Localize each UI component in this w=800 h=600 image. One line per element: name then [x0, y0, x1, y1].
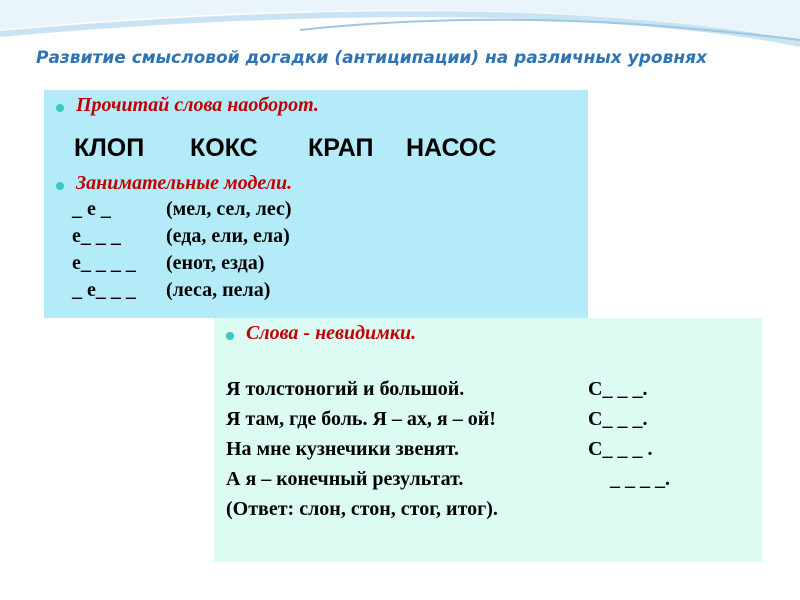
riddle-text: Я там, где боль. Я – ах, я – ой!: [226, 408, 496, 430]
invisible-words-box: [214, 318, 762, 562]
riddle-blank: _ _ _ _.: [610, 468, 670, 490]
riddle-blank: С_ _ _ .: [588, 438, 653, 460]
section-heading-read-backwards: Прочитай слова наоборот.: [76, 94, 319, 116]
section-heading-invisible-words: Слова - невидимки.: [246, 322, 417, 344]
riddle-text: На мне кузнечики звенят.: [226, 438, 459, 460]
model-answers: (енот, езда): [166, 252, 265, 274]
model-answers: (еда, ели, ела): [166, 225, 290, 247]
model-answers: (леса, пела): [166, 279, 271, 301]
riddle-blank: С_ _ _.: [588, 378, 648, 400]
model-pattern: _ е_ _ _: [72, 279, 136, 301]
riddle-text: А я – конечный результат.: [226, 468, 464, 490]
model-answers: (мел, сел, лес): [166, 198, 292, 220]
riddle-blank: С_ _ _.: [588, 408, 648, 430]
bullet-icon: [56, 182, 64, 190]
riddle-answer: (Ответ: слон, стон, стог, итог).: [226, 498, 498, 520]
model-pattern: е_ _ _: [72, 225, 121, 247]
model-pattern: _ е _: [72, 198, 111, 220]
word-item: КОКС: [190, 134, 258, 162]
bullet-icon: [56, 104, 64, 112]
word-item: КЛОП: [74, 134, 145, 162]
model-pattern: е_ _ _ _: [72, 252, 136, 274]
word-item: НАСОС: [406, 134, 497, 162]
section-heading-models: Занимательные модели.: [76, 172, 293, 194]
bullet-icon: [226, 332, 234, 340]
word-item: КРАП: [308, 134, 374, 162]
slide-title: Развитие смысловой догадки (антиципации) на различных уровнях: [36, 48, 707, 68]
reading-box: [44, 90, 588, 318]
riddle-text: Я толстоногий и большой.: [226, 378, 465, 400]
